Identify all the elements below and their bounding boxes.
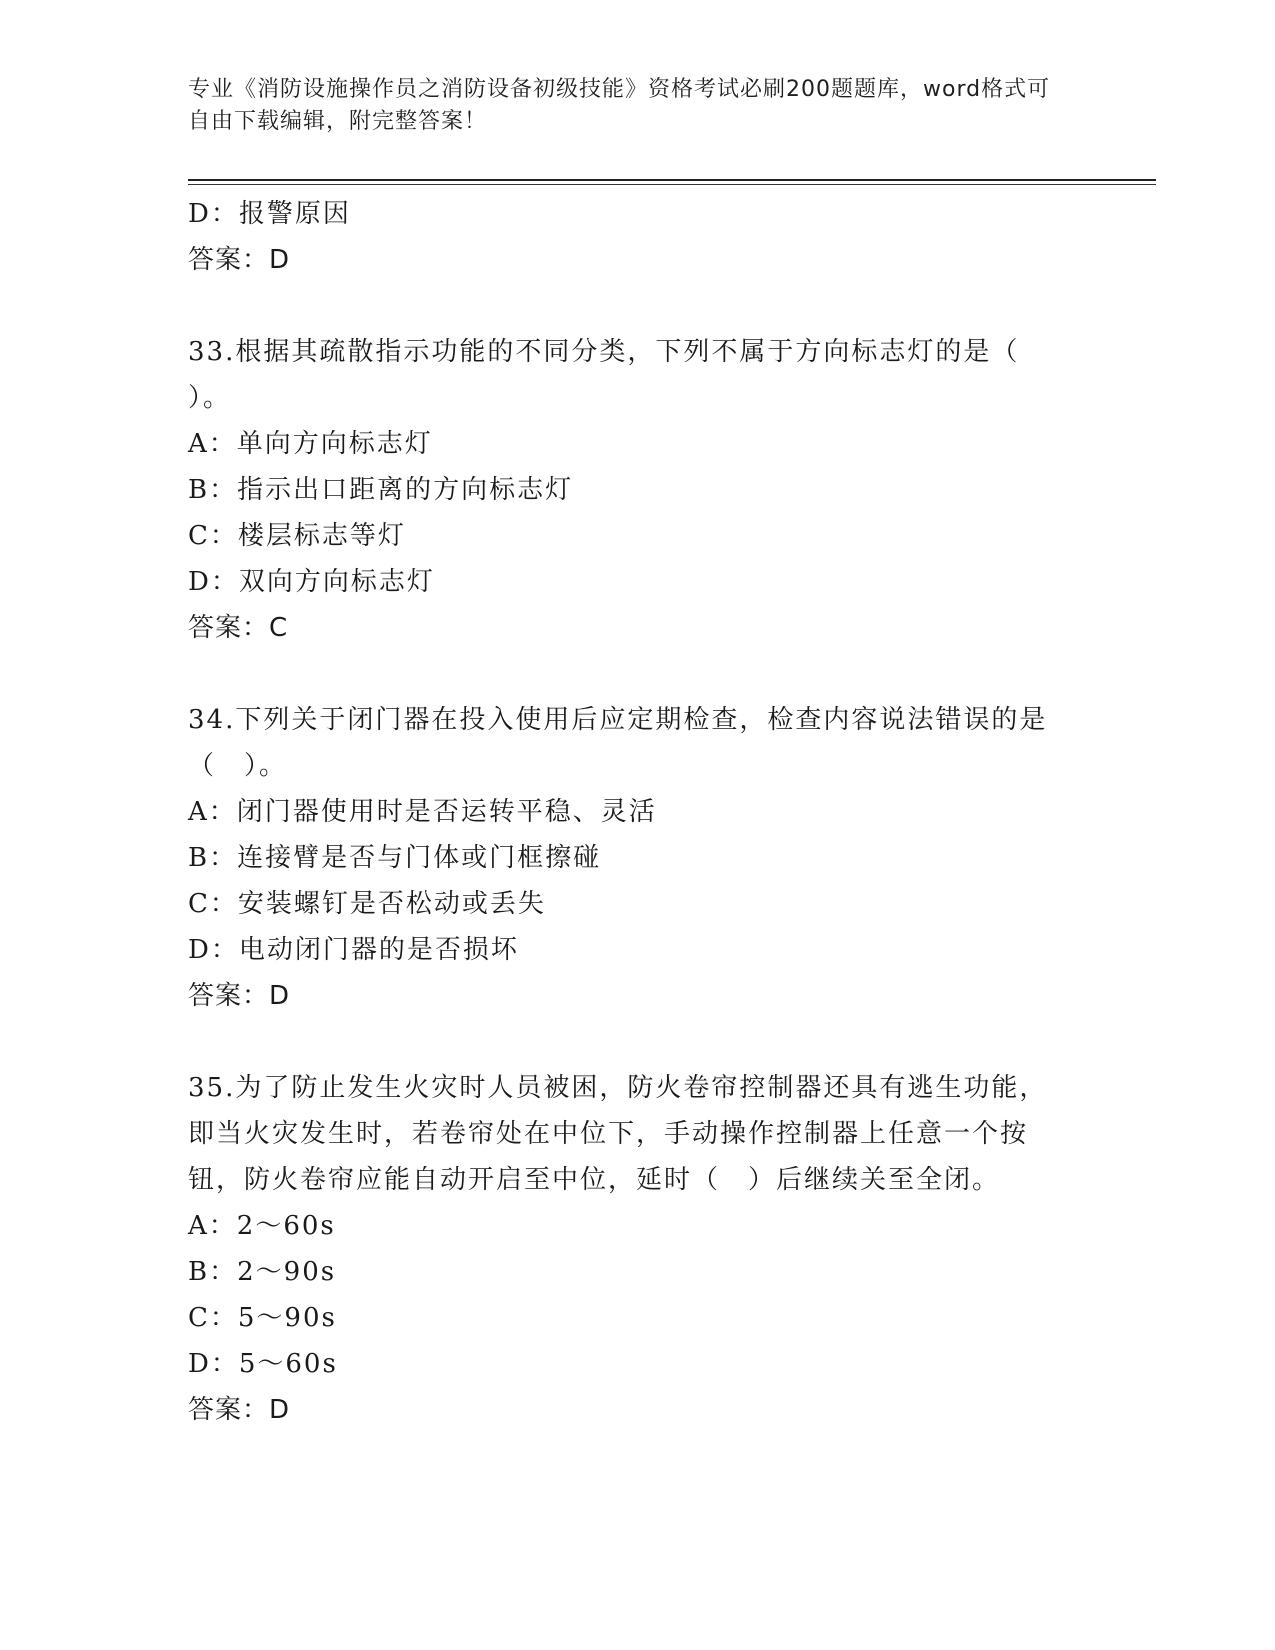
carryover-option-d: D：报警原因 <box>188 199 351 229</box>
option-d: D：5～60s <box>188 1349 338 1379</box>
option-d: D：电动闭门器的是否损坏 <box>188 935 519 965</box>
question-33 <box>188 329 1088 651</box>
option-b: B：2～90s <box>188 1257 337 1287</box>
option-a: A：单向方向标志灯 <box>188 429 433 459</box>
option-b: B：指示出口距离的方向标志灯 <box>188 475 574 505</box>
question-stem: 34.下列关于闭门器在投入使用后应定期检查，检查内容说法错误的是 <box>188 705 1048 735</box>
question-34 <box>188 697 1088 1019</box>
question-stem-continued: ）。 <box>188 383 232 413</box>
answer: 答案：D <box>188 1395 291 1425</box>
header-divider-thick <box>188 179 1156 181</box>
answer: 答案：C <box>188 613 289 643</box>
question-stem: 33.根据其疏散指示功能的不同分类，下列不属于方向标志灯的是（ <box>188 337 1020 367</box>
option-d: D：双向方向标志灯 <box>188 567 435 597</box>
answer: 答案：D <box>188 981 291 1011</box>
option-a: A：2～60s <box>188 1211 336 1241</box>
question-stem-continued: 即当火灾发生时，若卷帘处在中位下，手动操作控制器上任意一个按 <box>188 1119 1029 1149</box>
document-header: 专业《消防设施操作员之消防设备初级技能》资格考试必刷200题题库，word格式可自由下载编辑，附完整答案！ <box>188 77 1051 134</box>
option-b: B：连接臂是否与门体或门框擦碰 <box>188 843 602 873</box>
option-a: A：闭门器使用时是否运转平稳、灵活 <box>188 797 657 827</box>
option-c: C：5～90s <box>188 1303 337 1333</box>
question-stem: 35.为了防止发生火灾时人员被困，防火卷帘控制器还具有逃生功能， <box>188 1073 1048 1103</box>
question-stem-continued: 钮，防火卷帘应能自动开启至中位，延时（ ）后继续关至全闭。 <box>188 1165 1001 1195</box>
document-body <box>188 191 1088 1433</box>
question-35 <box>188 1065 1088 1433</box>
header-divider-thin <box>188 184 1156 185</box>
option-c: C：安装螺钉是否松动或丢失 <box>188 889 546 919</box>
question-stem-continued: （ ）。 <box>188 751 288 781</box>
option-c: C：楼层标志等灯 <box>188 521 406 551</box>
carryover-answer: 答案：D <box>188 245 291 275</box>
